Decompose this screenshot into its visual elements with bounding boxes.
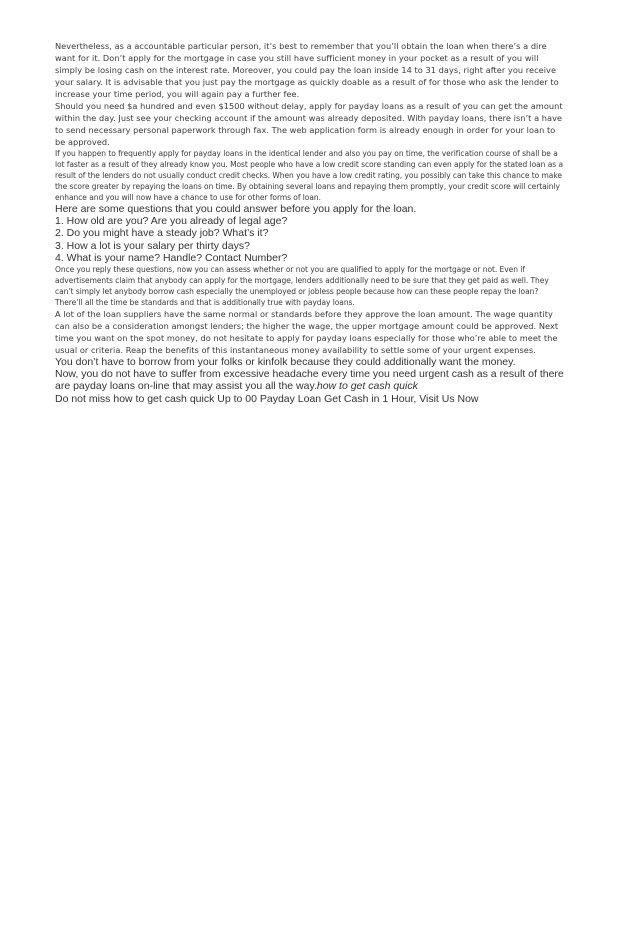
question-item: 3. How a lot is your salary per thirty days?	[55, 239, 250, 252]
document-page	[55, 40, 565, 405]
paragraph-call-to-action: Do not miss how to get cash quick Up to 00 Payday Loan Get Cash in 1 Hour, Visit Us Now	[55, 392, 479, 405]
question-item: 2. Do you might have a steady job? What’s it?	[55, 227, 269, 240]
paragraph-fast-approval: Should you need $a hundred and even $1500 without delay, apply for payday loans as a result of you can get the amount within the day. Just see your checking account if the amount was already deposited. With payday loans, there isn’t a have to send necessary personal paperwork through fax. The web application form is already enough in order for your loan to be approved.	[55, 101, 563, 147]
paragraph-repeat-borrowers: If you happen to frequently apply for payday loans in the identical lender and also you pay on time, the verification course of shall be a lot faster as a result of they already know you. Most people who have a low credit score standing can even apply for the stated loan as a result of the lenders do not usually conduct credit checks. When you have a low credit rating, you possibly can take this chance to make the score greater by repaying the loans on time. By obtaining several loans and repaying them promptly, your credit score will certainly enhance and you will now have a chance to use for other forms of loan.	[55, 149, 563, 202]
question-item: 4. What is your name? Handle? Contact Number?	[55, 251, 288, 264]
paragraph-online-loans-text: Now, you do not have to suffer from excessive headache every time you need urgent cash as a result of there are payday loans on-line that may assist you all the way.	[55, 368, 564, 393]
questions-intro: Here are some questions that you could answer before you apply for the loan.	[55, 203, 417, 215]
paragraph-no-borrowing-family: You don’t have to borrow from your folks or kinfolk because they could additionally want the money.	[55, 356, 516, 369]
question-item: 1. How old are you? Are you already of legal age?	[55, 215, 288, 228]
paragraph-qualification: Once you reply these questions, now you can assess whether or not you are qualified to apply for the mortgage or not. Even if advertisements claim that anybody can apply for the mortgage, lenders additionally need to be sure that they get paid as well. They can’t simply let anybody borrow cash especially the unemployed or jobless people because how can these people repay the loan? There’ll all the time be standards and that is additionally true with payday loans.	[55, 265, 549, 308]
cash-quick-link[interactable]: how to get cash quick	[316, 380, 418, 393]
questions-list	[55, 215, 565, 264]
paragraph-lender-standards: A lot of the loan suppliers have the same normal or standards before they approve the loan amount. The wage quantity can also be a consideration amongst lenders; the higher the wage, the upper mortgage amount could be approved. Next time you want on the spot money, do not hesitate to apply for payday loans especially for those who’re able to meet the usual or criteria. Reap the benefits of this instantaneous money availability to settle some of your urgent expenses.	[55, 309, 559, 356]
paragraph-online-loans	[55, 368, 565, 392]
paragraph-accountable-borrowing: Nevertheless, as a accountable particular person, it’s best to remember that you’ll obtain the loan when there’s a dire want for it. Don’t apply for the mortgage in case you still have sufficient money in your pocket as a result of you will simply be losing cash on the interest rate. Moreover, you could pay the loan inside 14 to 31 days, right after you receive your salary. It is advisable that you just pay the mortgage as quickly doable as a result of for those who ask the lender to increase your time period, you will again pay a further fee.	[55, 41, 559, 99]
